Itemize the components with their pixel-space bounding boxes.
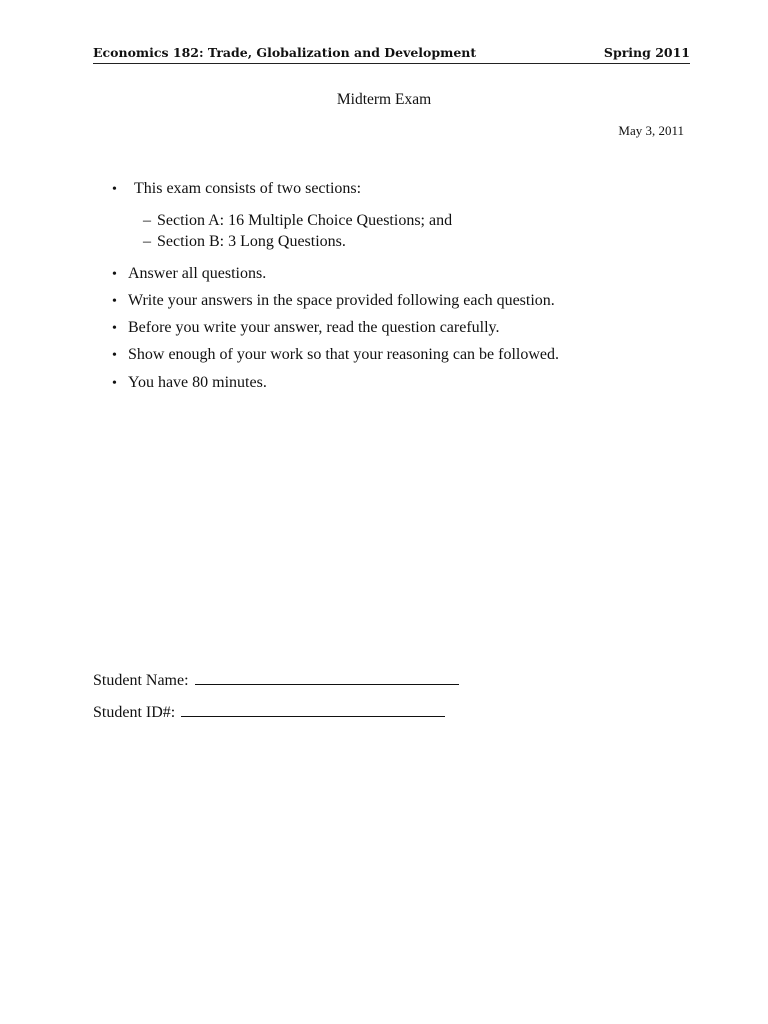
student-id-field: [93, 702, 445, 722]
instruction-text: Answer all questions.: [128, 265, 267, 282]
instruction-text: Show enough of your work so that your reasoning can be followed.: [128, 346, 560, 363]
page-header: [93, 45, 690, 64]
dash-icon: –: [143, 212, 151, 229]
list-item: [112, 374, 267, 392]
instruction-text: Write your answers in the space provided following each question.: [128, 292, 555, 309]
instruction-text: Before you write your answer, read the question carefully.: [128, 319, 500, 336]
bullet-icon: •: [112, 376, 117, 391]
term-label: Spring 2011: [603, 45, 690, 60]
section-b-text: Section B: 3 Long Questions.: [157, 233, 346, 250]
instruction-text: You have 80 minutes.: [128, 374, 267, 391]
bullet-icon: •: [112, 267, 117, 282]
section-item: [143, 233, 346, 251]
bullet-icon: •: [112, 294, 117, 309]
instruction-intro: This exam consists of two sections:: [134, 180, 362, 197]
section-item: [143, 212, 452, 230]
section-a-text: Section A: 16 Multiple Choice Questions; and: [157, 212, 453, 229]
dash-icon: –: [143, 233, 151, 250]
list-item: [112, 346, 559, 364]
list-item: [112, 292, 555, 310]
student-name-label: Student Name:: [93, 672, 189, 689]
student-id-line[interactable]: [181, 702, 445, 717]
list-item: [112, 265, 266, 283]
list-item: [112, 180, 361, 198]
list-item: [112, 319, 500, 337]
student-name-field: [93, 670, 459, 690]
bullet-icon: •: [112, 348, 117, 363]
exam-date: May 3, 2011: [618, 123, 684, 138]
student-name-line[interactable]: [195, 670, 459, 685]
course-title: Economics 182: Trade, Globalization and Development: [93, 45, 477, 60]
bullet-icon: •: [112, 182, 117, 197]
exam-title: Midterm Exam: [336, 91, 432, 108]
bullet-icon: •: [112, 321, 117, 336]
student-id-label: Student ID#:: [93, 704, 176, 721]
